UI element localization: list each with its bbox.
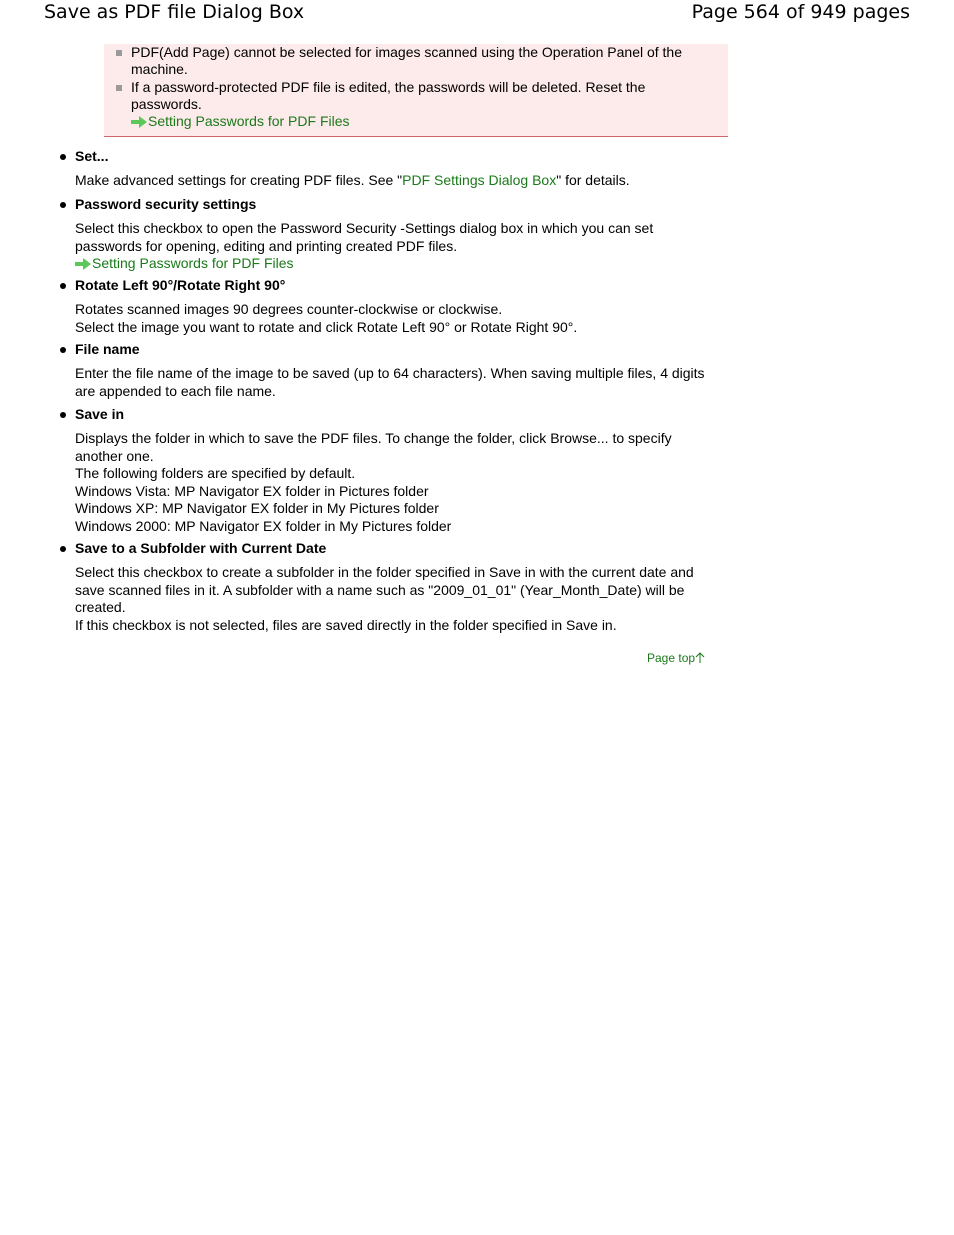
section-heading: [60, 406, 720, 423]
bullet-icon: [60, 546, 66, 552]
section-rotate: [60, 277, 720, 336]
note-box: [104, 44, 728, 137]
section-heading: [60, 277, 720, 294]
bullet-icon: [60, 412, 66, 418]
link-label: Setting Passwords for PDF Files: [92, 255, 294, 271]
heading-text: Save to a Subfolder with Current Date: [75, 540, 327, 556]
pdf-settings-dialog-link[interactable]: PDF Settings Dialog Box: [402, 172, 557, 188]
body-line: save scanned files in it. A subfolder with a name such as "2009_01_01" (Year_Month_Date) will be: [75, 581, 685, 598]
page-title: Save as PDF file Dialog Box: [44, 1, 305, 23]
section-heading: [60, 540, 720, 557]
bullet-icon: [60, 283, 66, 289]
body-text: Make advanced settings for creating PDF files. See ": [75, 172, 403, 188]
body-line: If this checkbox is not selected, files are saved directly in the folder specified in Save in.: [75, 616, 617, 633]
heading-text: Save in: [75, 406, 125, 422]
section-set: [60, 148, 720, 190]
arrow-right-icon: [75, 258, 91, 270]
body-line: Enter the file name of the image to be saved (up to 64 characters). When saving multiple files, 4 digits: [75, 365, 705, 381]
body-line: are appended to each file name.: [75, 382, 276, 399]
bullet-icon: [60, 202, 66, 208]
body-line: Displays the folder in which to save the PDF files. To change the folder, click Browse... to specify: [75, 430, 672, 446]
body-line: Select this checkbox to open the Password Security -Settings dialog box in which you can set: [75, 220, 654, 236]
body-text: " for details.: [556, 172, 630, 188]
body-line: Windows 2000: MP Navigator EX folder in My Pictures folder: [75, 517, 452, 534]
bullet-icon: [60, 154, 66, 160]
body-line: Select this checkbox to create a subfolder in the folder specified in Save in with the current date and: [75, 564, 694, 580]
section-body: [60, 564, 720, 634]
heading-text: Set...: [75, 148, 109, 164]
body-line: Windows Vista: MP Navigator EX folder in Pictures folder: [75, 482, 429, 499]
note-text-line: machine.: [131, 61, 188, 77]
note-text-line: passwords.: [131, 96, 202, 112]
body-line: passwords for opening, editing and printing created PDF files.: [75, 237, 458, 254]
body-line: another one.: [75, 447, 154, 464]
heading-text: File name: [75, 341, 140, 357]
section-body: [60, 172, 720, 190]
section-save-in: [60, 406, 720, 535]
link-label: Setting Passwords for PDF Files: [148, 113, 350, 129]
up-arrow-icon: [695, 652, 705, 664]
body-line: Rotates scanned images 90 degrees counter-clockwise or clockwise.: [75, 301, 503, 317]
page-top-label: Page top: [647, 651, 696, 665]
body-line: created.: [75, 599, 126, 615]
section-file-name: [60, 341, 720, 400]
page-top-link[interactable]: [647, 651, 705, 666]
body-line: Windows XP: MP Navigator EX folder in My Pictures folder: [75, 500, 439, 516]
setting-passwords-link[interactable]: [75, 255, 294, 271]
heading-text: Password security settings: [75, 196, 257, 212]
setting-passwords-link[interactable]: [131, 113, 350, 129]
section-password-security: [60, 196, 720, 273]
page-counter: Page 564 of 949 pages: [691, 1, 910, 23]
note-text-line: PDF(Add Page) cannot be selected for images scanned using the Operation Panel of the: [131, 44, 683, 60]
note-item: [131, 44, 721, 78]
section-body: [60, 220, 720, 273]
note-text-line: If a password-protected PDF file is edited, the passwords will be deleted. Reset the: [131, 79, 646, 95]
section-body: [60, 430, 720, 535]
square-bullet-icon: [116, 85, 122, 91]
body-line: Select the image you want to rotate and click Rotate Left 90° or Rotate Right 90°.: [75, 318, 578, 335]
heading-text: Rotate Left 90°/Rotate Right 90°: [75, 277, 286, 293]
note-item: [131, 79, 721, 130]
section-body: [60, 301, 720, 336]
section-heading: [60, 341, 720, 358]
arrow-right-icon: [131, 116, 147, 128]
body-line: The following folders are specified by default.: [75, 465, 356, 481]
section-heading: [60, 148, 720, 165]
section-body: [60, 365, 720, 400]
square-bullet-icon: [116, 50, 122, 56]
bullet-icon: [60, 347, 66, 353]
section-heading: [60, 196, 720, 213]
section-subfolder: [60, 540, 720, 634]
